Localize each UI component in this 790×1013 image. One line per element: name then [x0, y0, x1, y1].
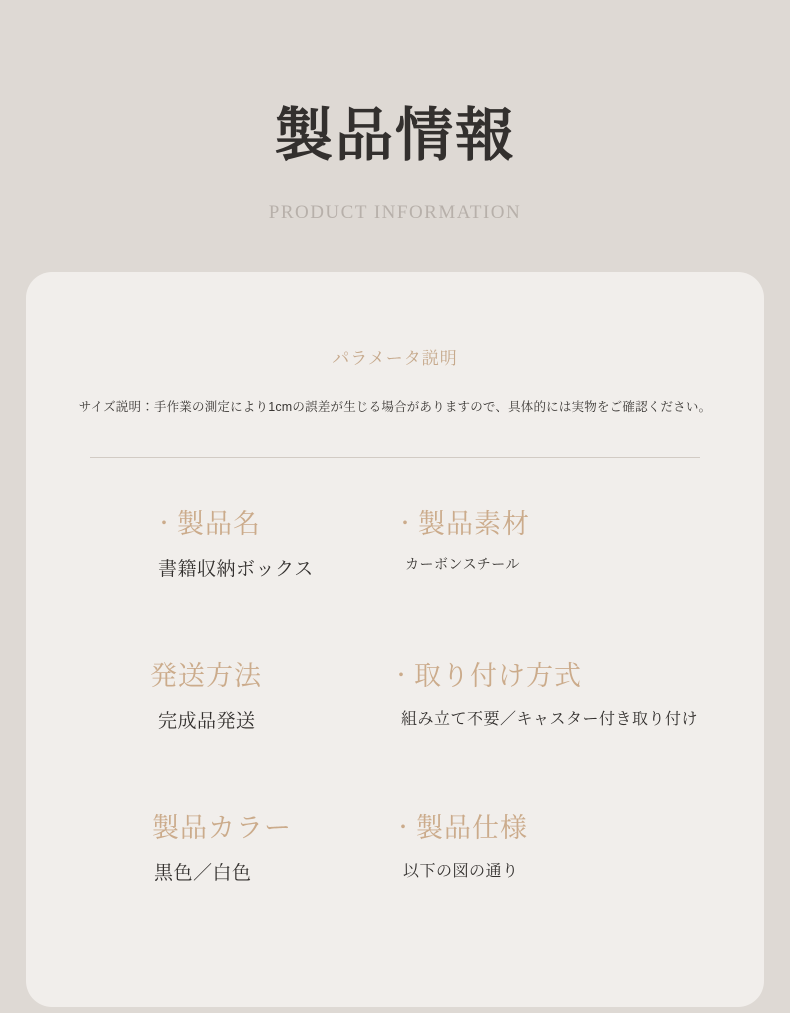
bullet-icon: ・ — [393, 817, 414, 839]
spec-item-product-name — [26, 508, 395, 660]
page-header — [0, 0, 790, 262]
bullet-icon: ・ — [154, 513, 175, 535]
spec-label — [395, 508, 764, 540]
spec-label-text: 発送方法 — [150, 661, 262, 691]
spec-item-material — [395, 508, 764, 660]
spec-label — [154, 508, 395, 540]
parameter-card — [26, 272, 764, 1007]
spec-item-specification — [395, 812, 764, 964]
spec-item-installation — [391, 660, 764, 812]
spec-label — [148, 660, 395, 692]
spec-value: 組み立て不要／キャスター付き取り付け — [401, 711, 699, 729]
page-subtitle: PRODUCT INFORMATION — [268, 202, 522, 223]
spec-label-text: 製品カラー — [152, 813, 292, 843]
spec-label-text: 製品仕様 — [416, 813, 528, 843]
spec-value: 黒色／白色 — [154, 863, 252, 885]
spec-label-text: 製品名 — [177, 509, 261, 539]
spec-row — [26, 812, 764, 964]
page-title: 製品情報 — [274, 103, 515, 168]
spec-item-shipping — [26, 660, 395, 812]
bullet-icon: ・ — [391, 665, 412, 687]
spec-value: 完成品発送 — [158, 711, 256, 733]
spec-item-color — [26, 812, 395, 964]
spec-label-text: 製品素材 — [418, 509, 530, 539]
spec-grid — [26, 508, 764, 964]
spec-value: 以下の図の通り — [403, 863, 519, 881]
spec-label — [393, 812, 764, 844]
spec-label — [391, 660, 764, 692]
spec-row — [26, 660, 764, 812]
bullet-icon: ・ — [395, 513, 416, 535]
spec-value: 書籍収納ボックス — [158, 559, 314, 581]
divider — [90, 457, 700, 458]
spec-label-text: 取り付け方式 — [414, 661, 582, 691]
size-note: サイズ説明：手作業の測定により1cmの誤差が生じる場合がありますので、具体的には実物をご確認ください。 — [78, 400, 712, 414]
spec-row — [26, 508, 764, 660]
spec-label — [150, 812, 395, 844]
spec-value: カーボンスチール — [405, 556, 521, 573]
parameter-badge: パラメータ説明 — [332, 349, 458, 368]
